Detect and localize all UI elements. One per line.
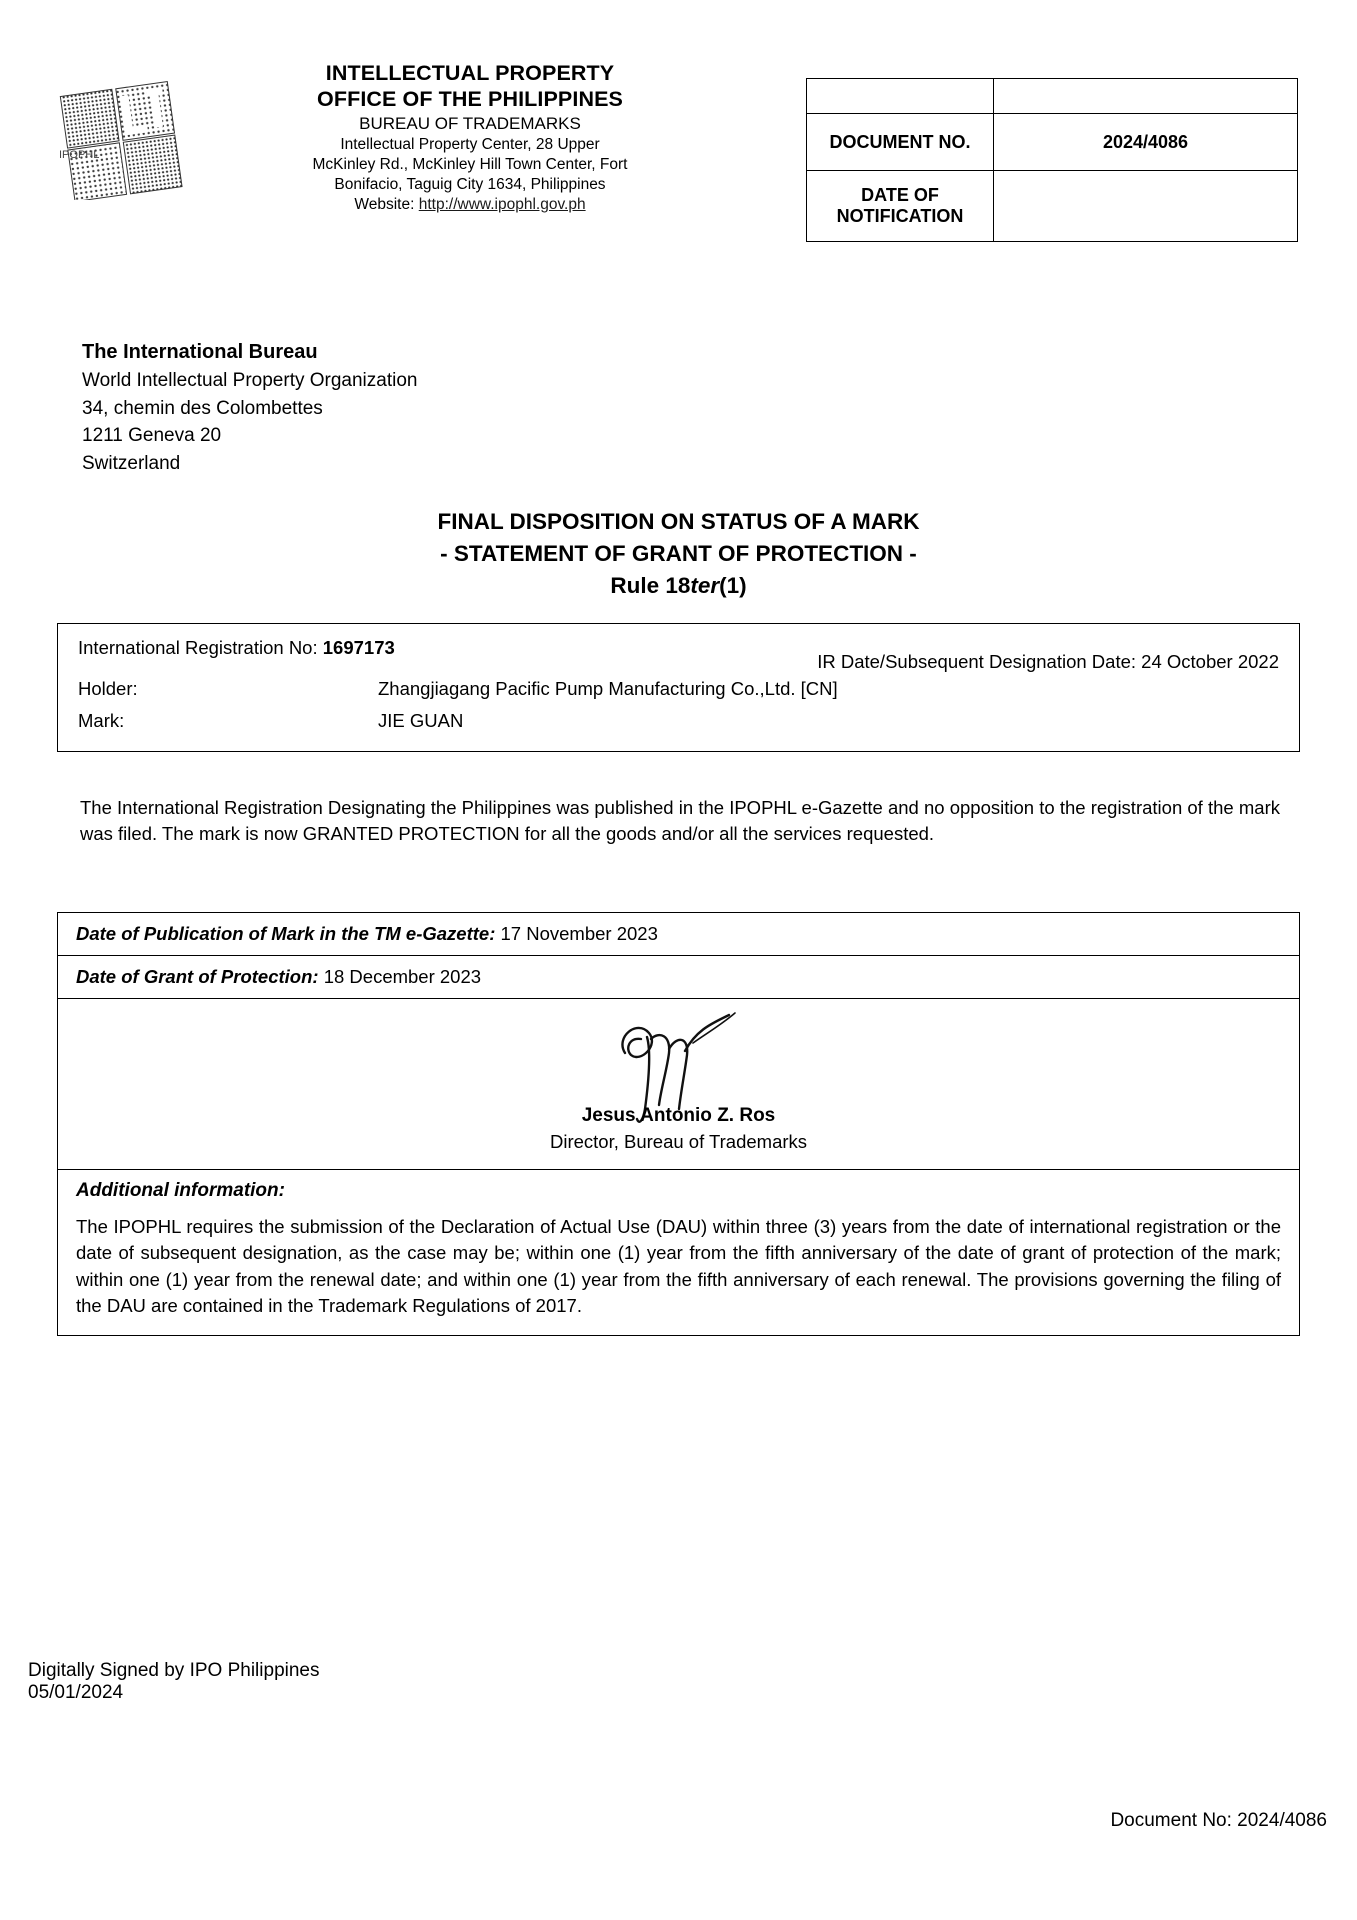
title-line-1: FINAL DISPOSITION ON STATUS OF A MARK	[437, 509, 920, 534]
website-link[interactable]: http://www.ipophl.gov.ph	[418, 195, 586, 213]
date-of-notification-value	[994, 171, 1298, 242]
publication-date-row	[58, 913, 1299, 956]
table-row	[807, 171, 1298, 242]
bureau-name: BUREAU OF TRADEMARKS	[359, 114, 581, 134]
rule-italic: ter	[690, 572, 720, 598]
svg-text:IPOPHL: IPOPHL	[58, 149, 99, 161]
addressee-line-1: World Intellectual Property Organization	[82, 370, 418, 391]
website-line	[250, 196, 690, 215]
blank-cell-right	[994, 79, 1298, 114]
grant-date-label: Date of Grant of Protection:	[76, 966, 319, 988]
ir-date-label: IR Date/Subsequent Designation Date:	[817, 651, 1137, 672]
table-row	[807, 114, 1298, 171]
ir-number-value: 1697173	[322, 637, 395, 658]
holder-row	[58, 673, 1299, 705]
ir-date-group	[817, 637, 1279, 673]
address-line-2: McKinley Rd., McKinley Hill Town Center, Fort	[312, 156, 628, 174]
rule-prefix: Rule 18	[610, 572, 691, 598]
address-line-3: Bonifacio, Taguig City 1634, Philippines	[334, 175, 606, 193]
holder-label: Holder:	[78, 678, 138, 699]
addressee-line-2: 34, chemin des Colombettes	[82, 397, 323, 419]
rule-suffix: (1)	[719, 572, 747, 598]
registration-first-row	[58, 634, 1299, 673]
document-info-table	[806, 78, 1298, 242]
date-of-notification-label: DATE OF NOTIFICATION	[807, 171, 994, 242]
org-name-line2: OFFICE OF THE PHILIPPINES	[317, 87, 623, 112]
body-paragraph: The International Registration Designating the Philippines was published in the IPOPHL e-Gazette and no opposition to the registration of the mark was filed. The mark is now GRANTED PROTECTION for all the goods and/or all the services requested.	[80, 797, 1280, 845]
digital-signature-stamp	[28, 1660, 320, 1705]
grant-date-row	[58, 956, 1299, 999]
title-line-3	[0, 570, 1357, 602]
publication-date-value: 17 November 2023	[500, 923, 658, 944]
additional-information-label: Additional information:	[76, 1180, 285, 1202]
document-no-label: DOCUMENT NO.	[807, 114, 994, 171]
footer-document-no: Document No: 2024/4086	[1110, 1810, 1327, 1831]
grant-details-box	[57, 912, 1300, 1336]
ir-date-value: 24 October 2022	[1141, 651, 1279, 672]
ir-number-label: International Registration No:	[78, 637, 318, 658]
signatory-name: Jesus Antonio Z. Ros	[581, 1105, 776, 1127]
address-line-1: Intellectual Property Center, 28 Upper	[340, 136, 600, 154]
addressee-line-4: Switzerland	[82, 452, 181, 474]
table-row	[807, 79, 1298, 114]
grant-date-value: 18 December 2023	[323, 966, 482, 988]
mark-label: Mark:	[78, 710, 125, 732]
organization-block	[250, 60, 690, 215]
addressee-block	[82, 338, 417, 477]
mark-value: JIE GUAN	[378, 710, 464, 732]
mark-row	[58, 705, 1299, 737]
org-name-line1: INTELLECTUAL PROPERTY	[325, 61, 615, 85]
page-title	[0, 506, 1357, 602]
ipophl-logo-icon	[53, 80, 198, 200]
document-no-value: 2024/4086	[994, 114, 1298, 171]
registration-details-box	[57, 623, 1300, 752]
website-label: Website:	[354, 195, 415, 213]
digital-signature-line-2: 05/01/2024	[28, 1682, 124, 1704]
publication-date-label: Date of Publication of Mark in the TM e-Gazette:	[76, 923, 496, 944]
ir-number-group	[78, 637, 395, 673]
digital-signature-line-1: Digitally Signed by IPO Philippines	[28, 1660, 320, 1681]
addressee-name: The International Bureau	[82, 341, 318, 363]
addressee-line-3: 1211 Geneva 20	[82, 425, 222, 447]
signature-row	[58, 999, 1299, 1170]
signatory-title: Director, Bureau of Trademarks	[549, 1131, 808, 1153]
title-line-2: - STATEMENT OF GRANT OF PROTECTION -	[440, 540, 917, 566]
holder-value: Zhangjiagang Pacific Pump Manufacturing Co.,Ltd. [CN]	[378, 678, 838, 699]
blank-cell-left	[807, 79, 994, 114]
additional-information-body: The IPOPHL requires the submission of the Declaration of Actual Use (DAU) within three (3) years from the date of international registration or the date of subsequent designation, as the case may be; within one (1) year from the fifth anniversary of the date of grant of protection of the mark; within one (1) year from the renewal date; and within one (1) year from the fifth anniversary of each renewal. The provisions governing the filing of the DAU are contained in the Trademark Regulations of 2017.	[76, 1216, 1281, 1316]
logo-container	[0, 60, 250, 200]
